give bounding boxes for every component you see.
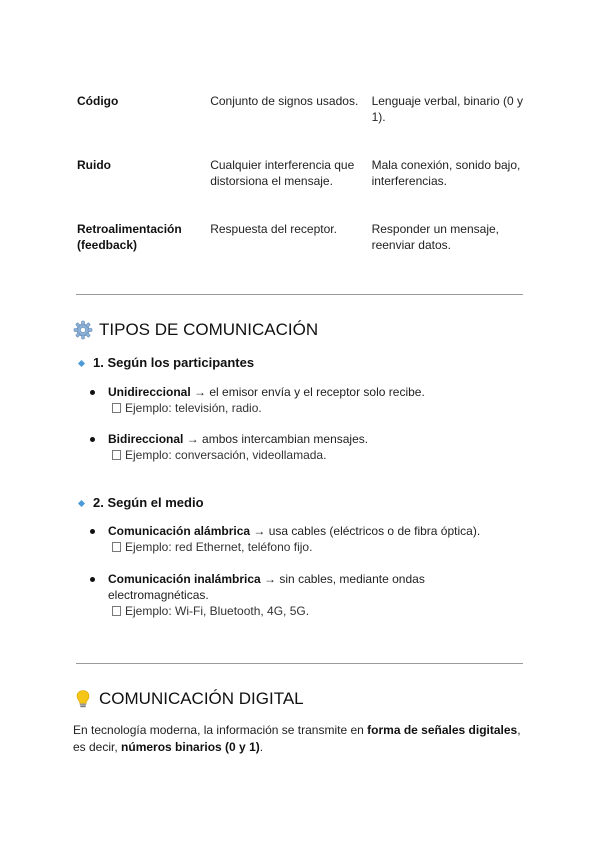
checkbox-glyph-icon [112,606,121,616]
paragraph [73,722,528,756]
item-term: Unidireccional [108,385,191,399]
subsection-title: 2. Según el medio [93,495,204,510]
example-text: Ejemplo: red Ethernet, teléfono fijo. [125,540,313,554]
table-row [73,157,533,221]
item-term: Comunicación alámbrica [108,524,251,538]
definitions-table [73,93,533,285]
item-example [112,447,510,463]
paragraph-bold: números binarios (0 y 1) [121,740,260,754]
table-cell-definition: Cualquier interferencia que distorsiona el mensaje. [210,158,355,188]
bullet-icon [90,390,95,395]
item-description: sin cables, mediante ondas electromagnéticas. [108,572,425,602]
paragraph-text: En tecnología moderna, la información se transmite en [73,723,368,737]
subsection-title: 1. Según los participantes [93,355,255,370]
table-cell-term: Ruido [77,158,111,172]
example-text: Ejemplo: Wi-Fi, Bluetooth, 4G, 5G. [125,604,310,618]
example-text: Ejemplo: conversación, videollamada. [125,448,327,462]
table-row [73,221,533,285]
section-title: COMUNICACIÓN DIGITAL [99,689,304,708]
section-heading-tipos [73,319,318,341]
arrow-glyph: → [183,432,203,446]
arrow-glyph: → [190,385,210,399]
table-cell-definition: Conjunto de signos usados. [210,94,359,108]
item-description: usa cables (eléctricos o de fibra óptica). [268,524,481,538]
list-item [90,523,510,555]
diamond-bullet-icon [78,359,85,366]
item-text [108,523,510,539]
arrow-glyph: → [250,524,269,538]
example-text: Ejemplo: televisión, radio. [125,401,262,415]
table-cell-example: Mala conexión, sonido bajo, interferencias. [371,158,521,188]
item-text [108,571,430,603]
item-term: Bidireccional [108,432,184,446]
item-description: ambos intercambian mensajes. [202,432,369,446]
section-heading-digital [73,688,304,710]
gear-icon [73,320,93,340]
lightbulb-icon [73,689,93,709]
section-title: TIPOS DE COMUNICACIÓN [99,320,319,339]
list-item [90,571,430,619]
subsection-heading [76,354,254,372]
table-row [73,93,533,157]
item-example [112,603,430,619]
list-item [90,384,510,416]
checkbox-glyph-icon [112,542,121,552]
table-cell-definition: Respuesta del receptor. [210,222,337,236]
item-text [108,384,510,400]
diamond-bullet-icon [78,499,85,506]
arrow-glyph: → [260,572,280,586]
table-cell-term: Código [77,94,119,108]
item-example [112,539,510,555]
paragraph-bold: forma de señales digitales [367,723,518,737]
paragraph-text: . [259,740,264,754]
bullet-icon [90,577,95,582]
table-cell-example: Responder un mensaje, reenviar datos. [371,222,499,252]
item-description: el emisor envía y el receptor solo recibe. [209,385,425,399]
section-divider [76,294,523,295]
checkbox-glyph-icon [112,450,121,460]
table-cell-term: Retroalimentación (feedback) [77,222,182,252]
checkbox-glyph-icon [112,403,121,413]
paragraph-text: , es decir, [73,723,521,754]
item-example [112,400,510,416]
item-text [108,431,510,447]
item-term: Comunicación inalámbrica [108,572,261,586]
table-cell-example: Lenguaje verbal, binario (0 y 1). [371,94,524,124]
subsection-heading [76,494,204,512]
bullet-icon [90,437,95,442]
list-item [90,431,510,463]
section-divider [76,663,523,664]
bullet-icon [90,529,95,534]
